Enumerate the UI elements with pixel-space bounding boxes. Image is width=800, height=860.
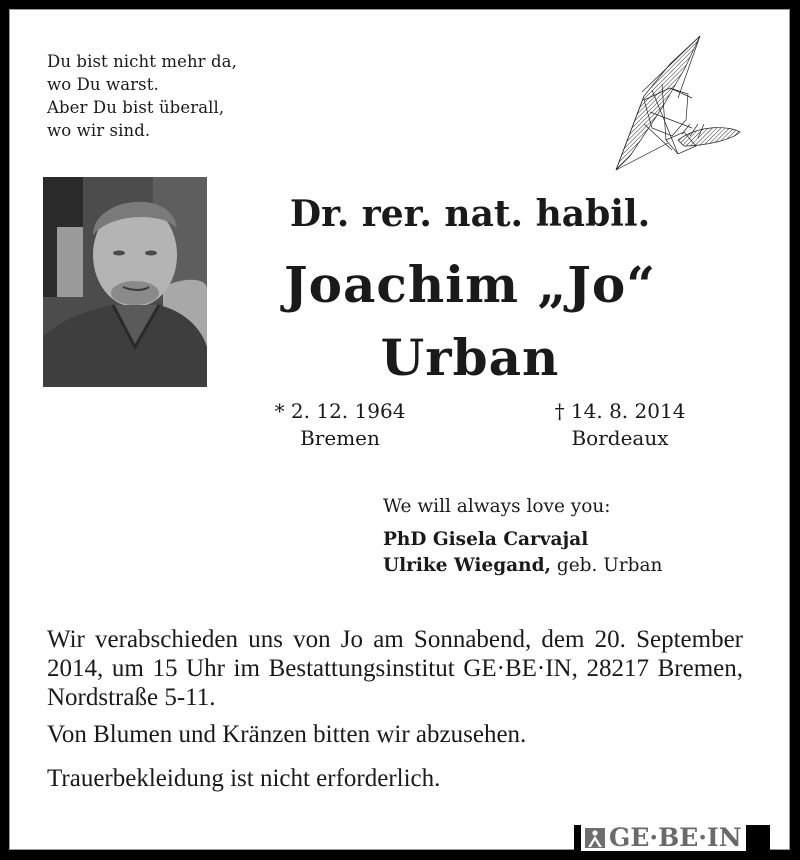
gebein-figure-icon	[585, 828, 605, 848]
portrait-photo	[43, 177, 207, 387]
poem-line: wo Du warst.	[47, 75, 159, 94]
mourners-intro: We will always love you:	[383, 496, 611, 517]
birth-place: Bremen	[300, 426, 380, 450]
death-date: 14. 8. 2014	[570, 399, 686, 423]
flying-machine-drawing-icon	[600, 28, 750, 178]
mourner-name-bold: Ulrike Wiegand,	[383, 555, 551, 576]
funeral-notice: Wir verabschieden uns von Jo am Sonnabend, dem 20. September 2014, um 15 Uhr im Bestattungsinstitut GE·BE·IN, 28217 Bremen, Nordstraße 5-11.	[47, 626, 743, 711]
mourners-block	[383, 496, 662, 579]
poem-line: wo wir sind.	[47, 121, 151, 140]
birth-info	[250, 398, 430, 452]
poem-line: Aber Du bist überall,	[47, 98, 225, 117]
mourner-name	[383, 553, 662, 579]
birth-date: 2. 12. 1964	[290, 399, 406, 423]
mourner-suffix: geb. Urban	[550, 555, 663, 576]
logo-text: GE·BE·IN	[609, 823, 742, 852]
mourner-name	[383, 527, 662, 553]
death-info	[530, 398, 710, 452]
attire-notice: Trauerbekleidung ist nicht erforderlich.	[47, 765, 441, 792]
poem-line: Du bist nicht mehr da,	[47, 52, 237, 71]
flowers-notice: Von Blumen und Kränzen bitten wir abzusehen.	[47, 721, 527, 748]
academic-title: Dr. rer. nat. habil.	[289, 193, 651, 235]
mourner-name-bold: PhD Gisela Carvajal	[383, 529, 589, 550]
deceased-surname: Urban	[380, 328, 560, 387]
death-place: Bordeaux	[571, 426, 669, 450]
funeral-home-logo	[574, 825, 770, 860]
birth-star-icon: *	[274, 399, 285, 423]
portrait-image	[43, 177, 207, 387]
memorial-poem	[47, 50, 237, 142]
death-dagger-icon: †	[554, 399, 565, 423]
deceased-first-name: Joachim „Jo“	[283, 255, 657, 314]
